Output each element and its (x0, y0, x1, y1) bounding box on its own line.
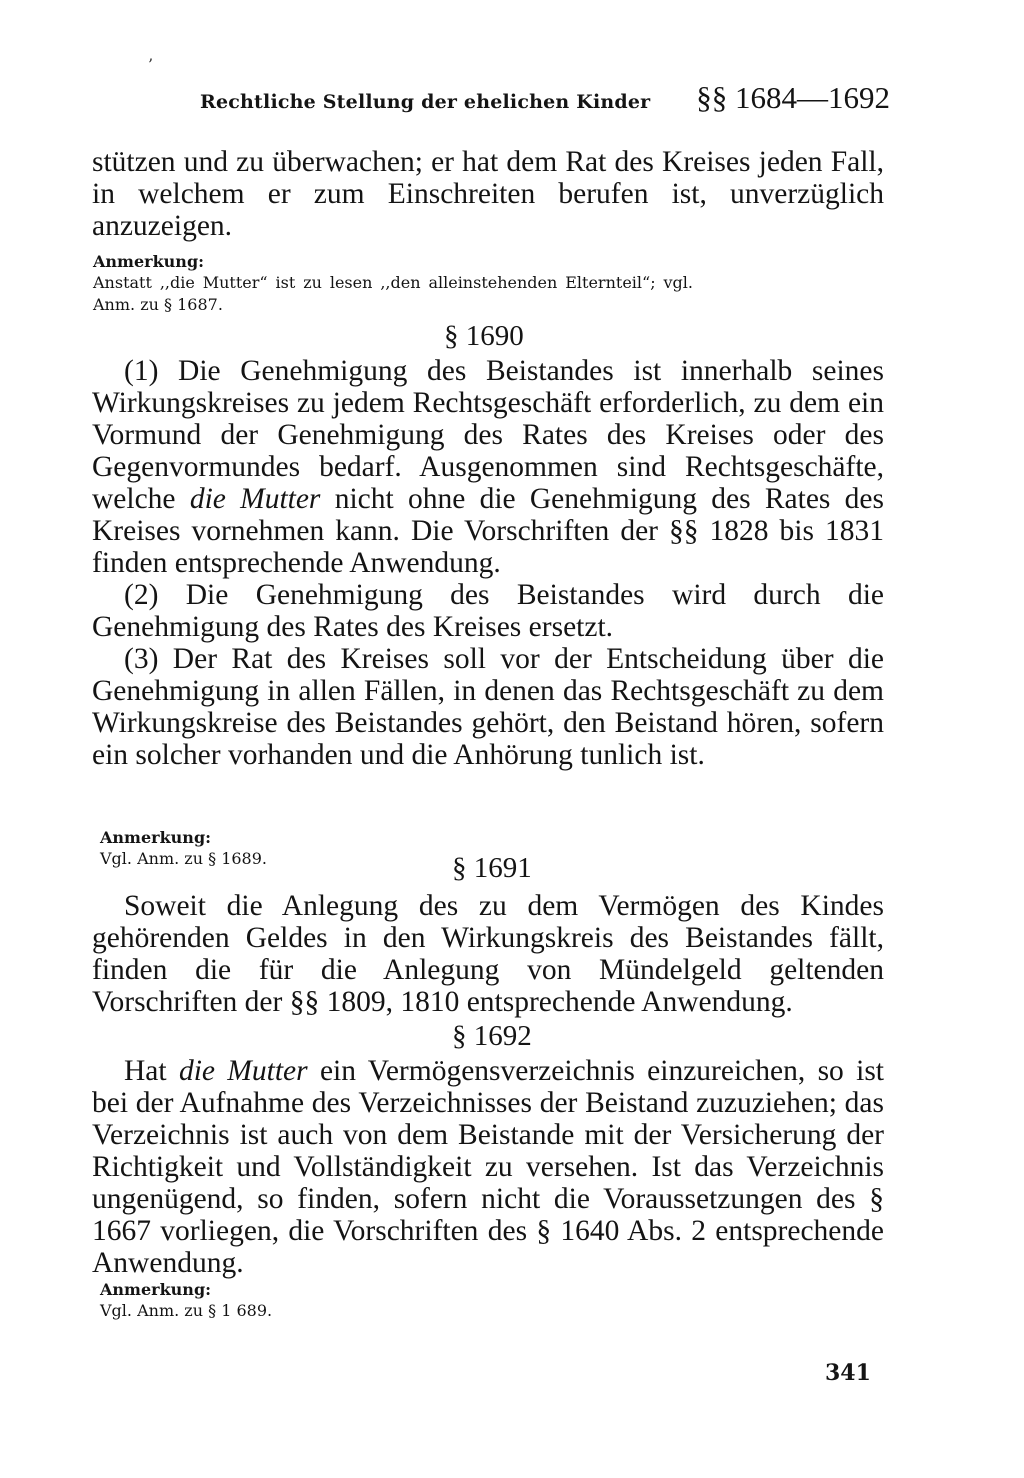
stray-mark: ’ (148, 55, 154, 74)
paragraph-1690-2: (2) Die Genehmigung des Beistandes wird durch die Genehmigung des Rates des Kreises ersetzt. (92, 579, 884, 643)
running-header (200, 80, 890, 120)
section-1692 (92, 1055, 884, 1279)
continuation-text (92, 146, 884, 242)
paragraph-1690-1 (92, 355, 884, 579)
annotation-text: Anstatt ,,die Mutter“ ist zu lesen ,,den alleinstehenden Elternteil“; vgl. Anm. zu § 1687. (93, 273, 693, 314)
annotation-text: Vgl. Anm. zu § 1 689. (100, 1301, 273, 1320)
section-heading-1690: § 1690 (444, 320, 524, 352)
section-range: §§ 1684—1692 (696, 80, 890, 115)
text-1690-1a: (1) Die Genehmigung des Beistandes ist innerhalb seines Wirkungskreises zu jedem Rechtsgeschäft erforderlich, zu dem ein Vormund der Genehmigung des Rates des Kreises oder des Gegenvormundes bedarf. Ausgenommen sind Rechtsgeschäfte, welche (92, 355, 884, 515)
text-1692-b: ein Vermögensverzeichnis einzureichen, so ist bei der Aufnahme des Verzeichnisses der Beistand zuzuziehen; das Verzeichnis ist auch von dem Beistande mit der Versicherung der Richtigkeit und Vollständigkeit zu versehen. Ist das Verzeichnis ungenügend, so finden, sofern nicht die Voraussetzungen des § 1667 vorliegen, die Vorschriften des § 1640 Abs. 2 entsprechende Anwendung. (92, 1055, 885, 1279)
annotation-text: Vgl. Anm. zu § 1689. (100, 849, 267, 868)
page-number: 341 (825, 1360, 871, 1386)
paragraph-1692 (92, 1055, 884, 1279)
annotation-3 (100, 1280, 430, 1322)
annotation-1 (93, 252, 885, 316)
annotation-2 (100, 828, 430, 870)
section-heading-1692: § 1692 (452, 1020, 532, 1052)
section-heading-1691: § 1691 (452, 852, 532, 884)
annotation-label: Anmerkung: (100, 1280, 212, 1299)
section-1691 (92, 890, 884, 1018)
annotation-label: Anmerkung: (93, 252, 205, 271)
text-1690-1b: nicht ohne die Genehmigung des Rates des Kreises vornehmen kann. Die Vorschriften der §§ 1828 bis 1831 finden entsprechende Anwendung. (92, 483, 885, 579)
running-title: Rechtliche Stellung der ehelichen Kinder (200, 91, 651, 113)
text-1692-a: Hat (124, 1055, 167, 1087)
paragraph-1690-3: (3) Der Rat des Kreises soll vor der Entscheidung über die Genehmigung in allen Fällen, in denen das Rechtsgeschäft zu dem Wirkungskreise des Beistandes gehört, den Beistand hören, sofern ein solcher vorhanden und die Anhörung tunlich ist. (92, 643, 884, 771)
section-1690 (92, 355, 884, 771)
paragraph-1691: Soweit die Anlegung des zu dem Vermögen des Kindes gehörenden Geldes in den Wirkungskreis des Beistandes fällt, finden die für die Anlegung von Mündelgeld geltenden Vorschriften der §§ 1809, 1810 entsprechende Anwendung. (92, 890, 884, 1018)
annotation-label: Anmerkung: (100, 828, 212, 847)
emphasis-mutter: die Mutter (178, 1055, 308, 1087)
continuation-paragraph: stützen und zu überwachen; er hat dem Rat des Kreises jeden Fall, in welchem er zum Einschreiten berufen ist, unverzüglich anzuzeigen. (92, 146, 884, 242)
emphasis-mutter: die Mutter (189, 483, 321, 515)
